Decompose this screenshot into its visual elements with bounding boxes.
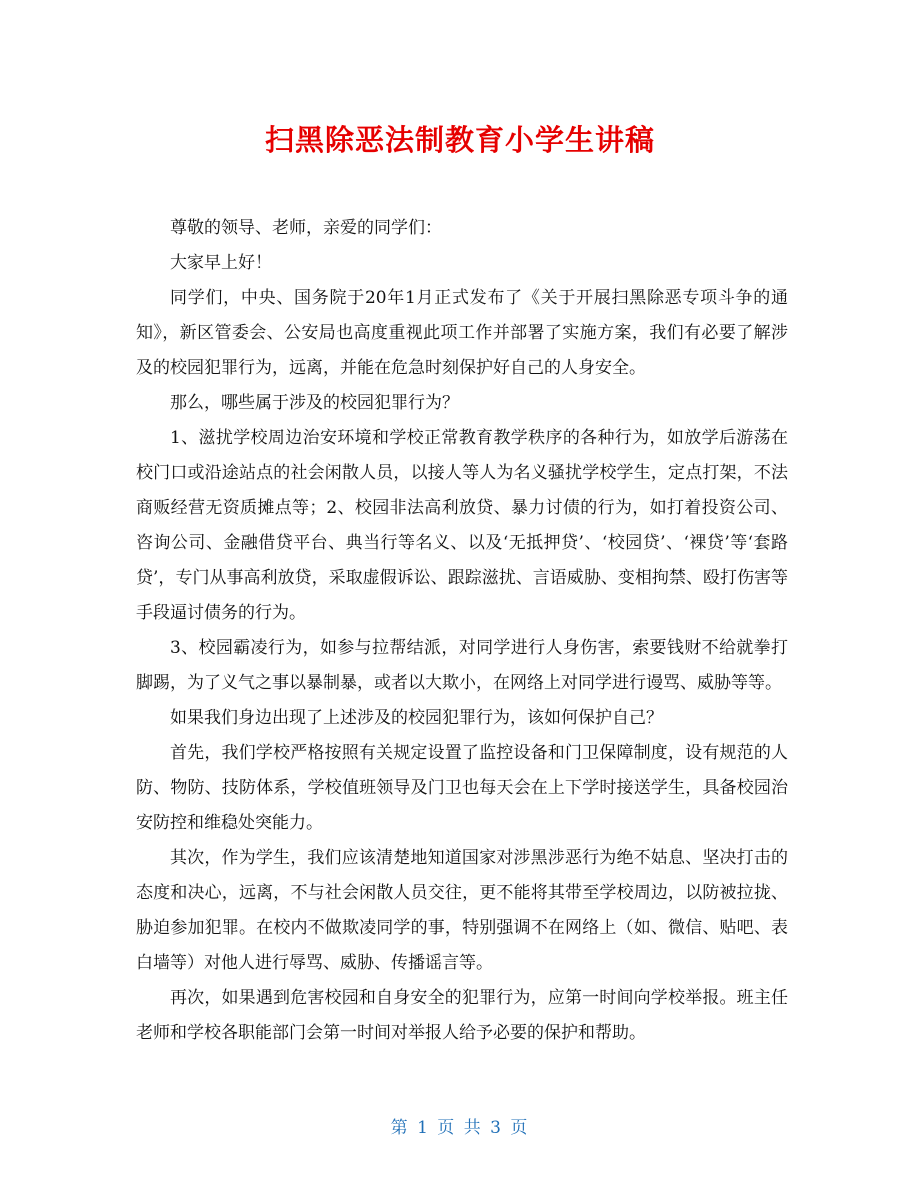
paragraph-item-1-2: 1、滋扰学校周边治安环境和学校正常教育教学秩序的各种行为，如放学后游荡在校门口或沿途站点的社会闲散人员，以接人等人为名义骚扰学校学生，定点打架，不法商贩经营无资质摊点等；2、校园非法高利放贷、暴力讨债的行为，如打着投资公司、咨询公司、金融借贷平台、典当行等名义、以及‘无抵押贷’、‘校园贷’、‘裸贷’等‘套路贷’，专门从事高利放贷，采取虚假诉讼、跟踪滋扰、言语威胁、变相拘禁、殴打伤害等手段逼讨债务的行为。 — [136, 428, 788, 623]
document-body — [136, 211, 788, 1051]
paragraph-greeting: 尊敬的领导、老师，亲爱的同学们： — [170, 218, 442, 238]
paragraph-intro: 同学们，中央、国务院于20年1月正式发布了《关于开展扫黑除恶专项斗争的通知》，新区管委会、公安局也高度重视此项工作并部署了实施方案，我们有必要了解涉及的校园犯罪行为，远离，并能在危急时刻保护好自己的人身安全。 — [136, 288, 788, 378]
paragraph-morning: 大家早上好！ — [170, 253, 272, 273]
paragraph-first: 首先，我们学校严格按照有关规定设置了监控设备和门卫保障制度，设有规范的人防、物防、技防体系，学校值班领导及门卫也每天会在上下学时接送学生，具备校园治安防控和维稳处突能力。 — [136, 743, 788, 833]
page-footer: 第 1 页 共 3 页 — [390, 1118, 530, 1138]
paragraph-question: 那么，哪些属于涉及的校园犯罪行为？ — [170, 393, 459, 413]
paragraph-item-3: 3、校园霸凌行为，如参与拉帮结派，对同学进行人身伤害，索要钱财不给就拳打脚踢，为了义气之事以暴制暴，或者以大欺小，在网络上对同学进行谩骂、威胁等等。 — [136, 638, 788, 693]
paragraph-second: 其次，作为学生，我们应该清楚地知道国家对涉黑涉恶行为绝不姑息、坚决打击的态度和决心，远离，不与社会闲散人员交往，更不能将其带至学校周边，以防被拉拢、胁迫参加犯罪。在校内不做欺凌同学的事，特别强调不在网络上（如、微信、贴吧、表白墙等）对他人进行辱骂、威胁、传播谣言等。 — [136, 848, 788, 973]
paragraph-third: 再次，如果遇到危害校园和自身安全的犯罪行为，应第一时间向学校举报。班主任老师和学校各职能部门会第一时间对举报人给予必要的保护和帮助。 — [136, 988, 788, 1043]
paragraph-protect-question: 如果我们身边出现了上述涉及的校园犯罪行为，该如何保护自己？ — [170, 708, 663, 728]
document-title: 扫黑除恶法制教育小学生讲稿 — [264, 123, 655, 157]
